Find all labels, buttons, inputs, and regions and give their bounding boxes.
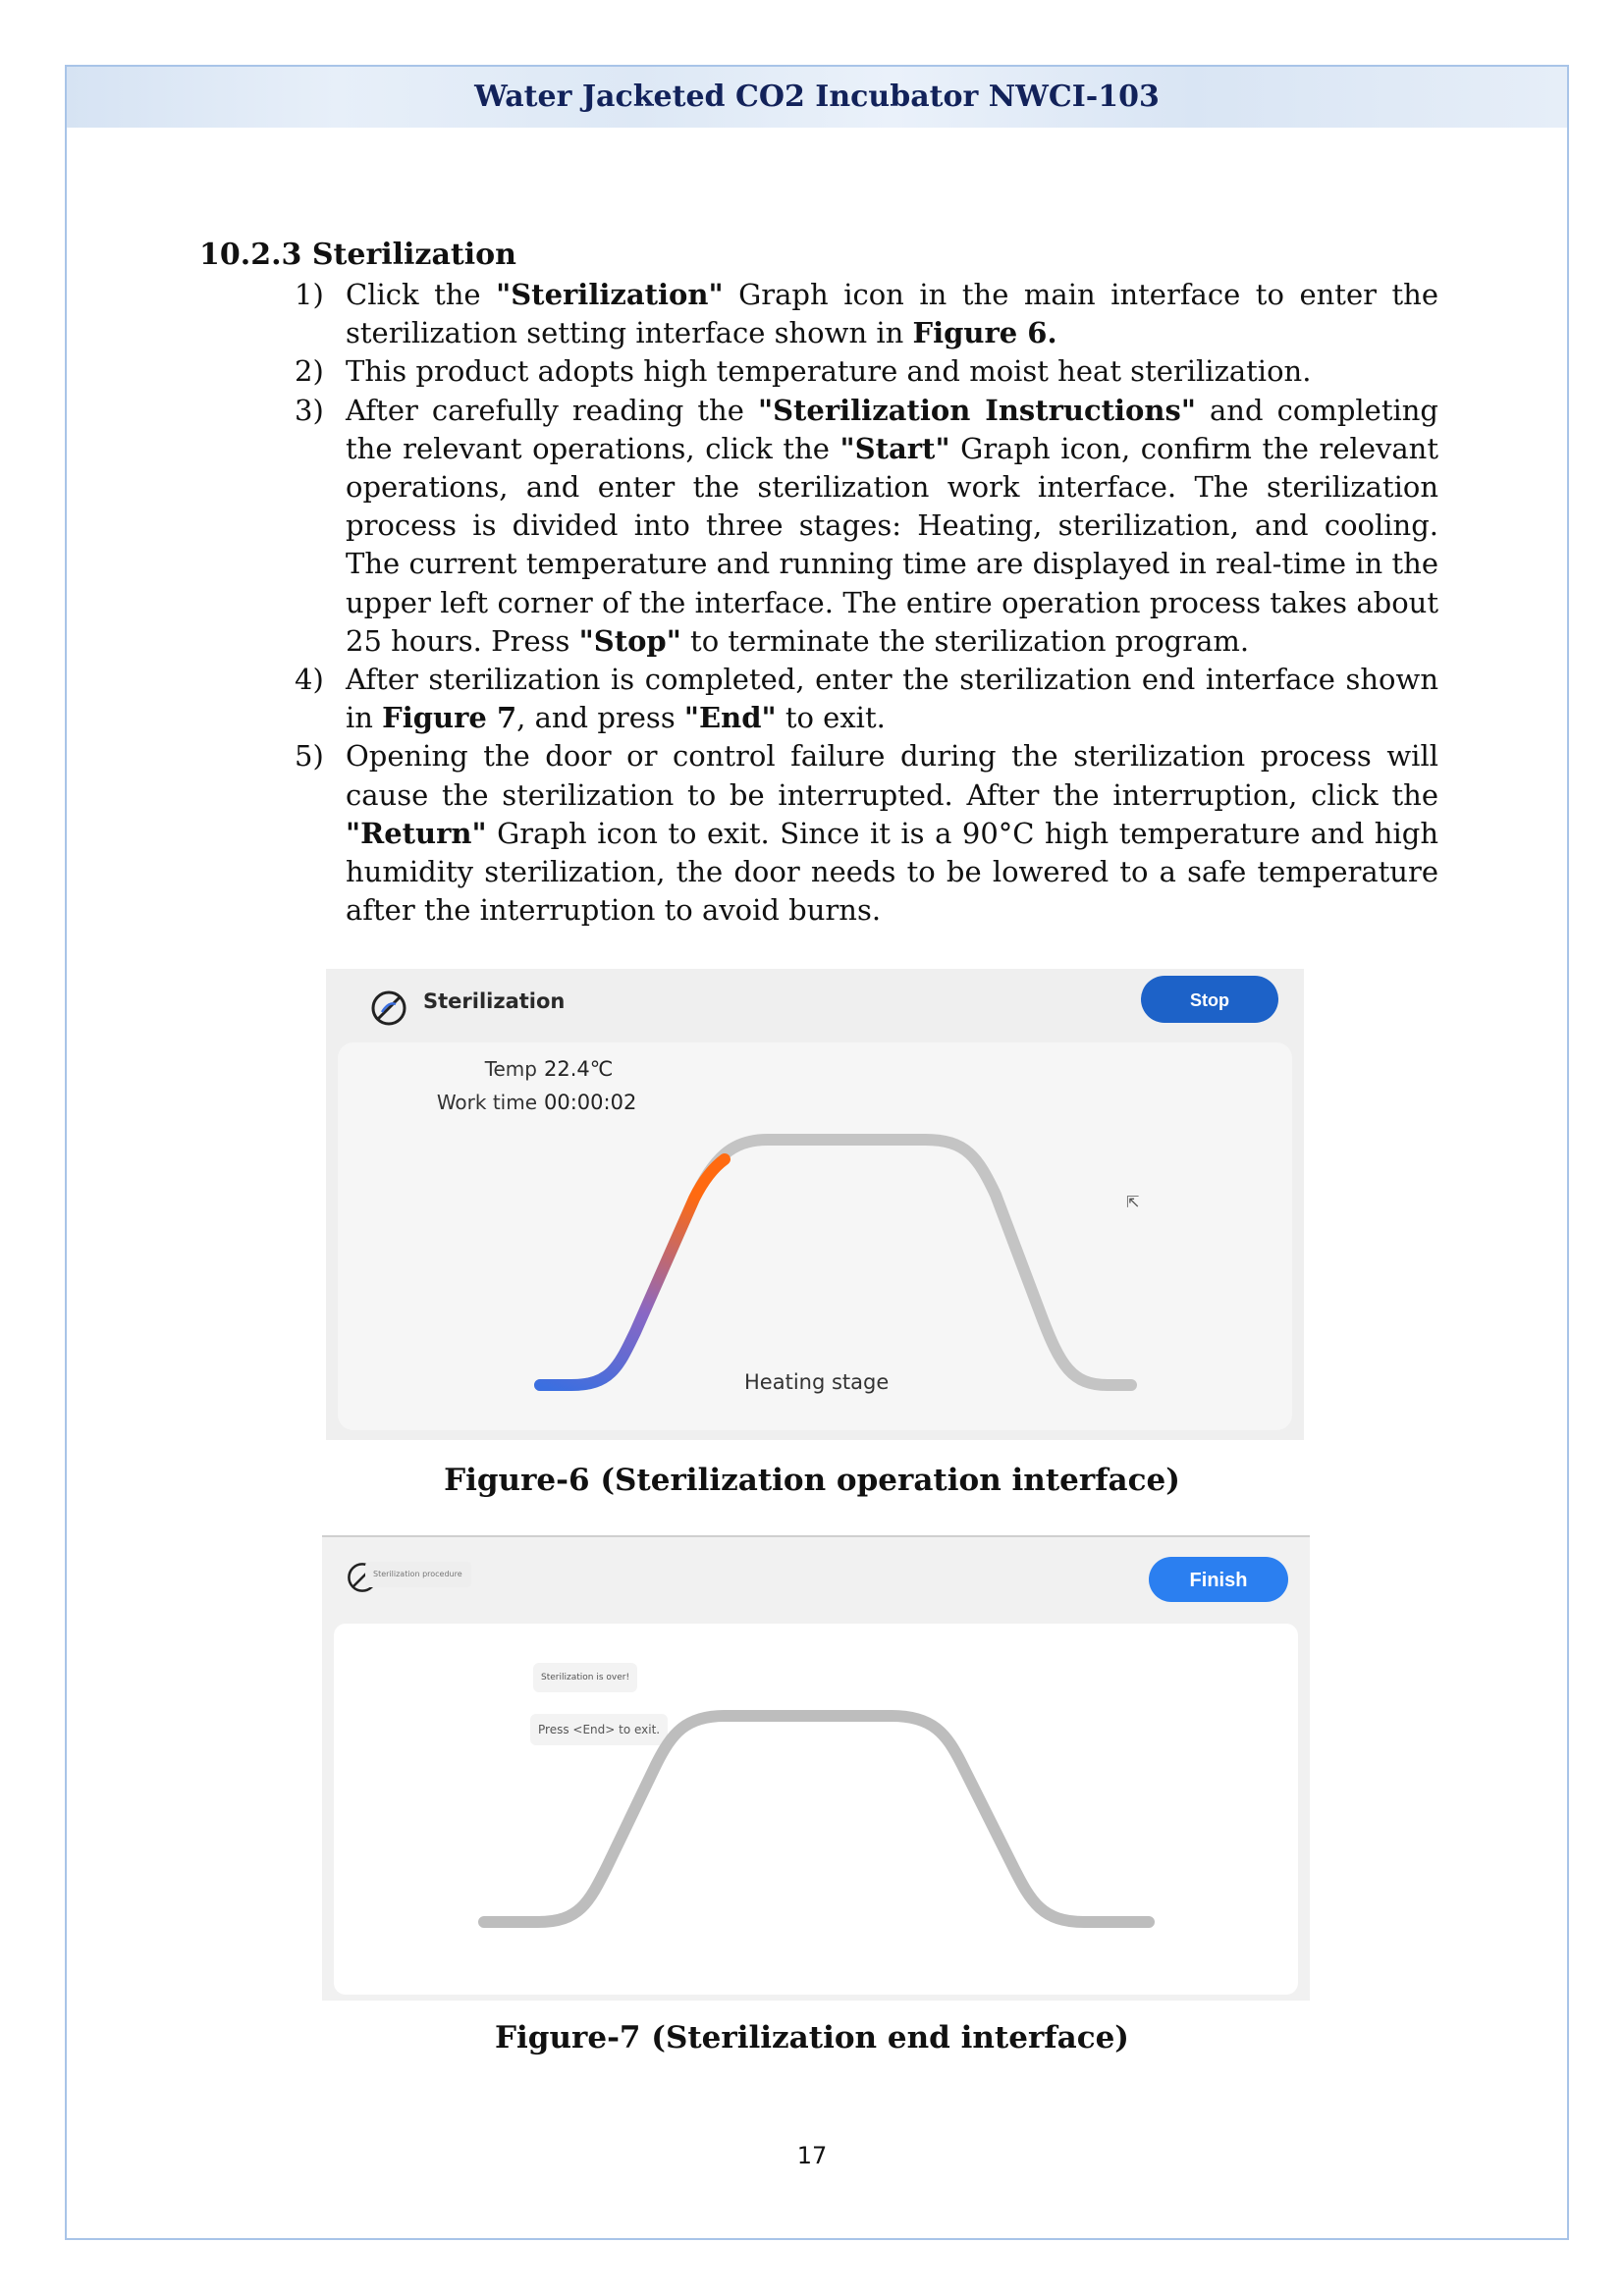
step-number: 2) xyxy=(295,354,324,389)
sterilization-curve xyxy=(326,969,1304,1440)
step-text: After sterilization is completed, enter the sterilization end interface shown in xyxy=(346,663,1438,735)
header-title: Water Jacketed CO2 Incubator NWCI-103 xyxy=(474,80,1160,114)
message-exit: Press <End> to exit. xyxy=(530,1714,668,1745)
step-item xyxy=(295,276,1438,352)
step-text: This product adopts high temperature and moist heat sterilization. xyxy=(346,354,1312,389)
step-emphasis: "Sterilization" xyxy=(496,278,724,311)
figure-6-caption: Figure-6 (Sterilization operation interface) xyxy=(444,1463,1180,1498)
step-emphasis: "Return" xyxy=(346,816,487,850)
step-text: Click the xyxy=(346,278,497,311)
step-emphasis: Figure 7 xyxy=(382,701,517,735)
temp-value: 22.4℃ xyxy=(544,1057,614,1081)
temp-label: Temp xyxy=(484,1057,537,1081)
steps-list xyxy=(295,276,1438,930)
step-emphasis: "Stop" xyxy=(578,623,681,658)
stage-curve-track xyxy=(484,1716,1149,1922)
step-text: to exit. xyxy=(776,701,886,735)
step-item xyxy=(295,737,1438,930)
step-item xyxy=(295,352,1438,391)
step-text: After carefully reading the xyxy=(346,393,758,427)
cursor-icon: ⇱ xyxy=(1126,1193,1140,1211)
step-item xyxy=(295,661,1438,737)
page-number: 17 xyxy=(796,2142,828,2169)
finish-button[interactable]: Finish xyxy=(1149,1557,1288,1602)
step-text: and completing the relevant operations, click the xyxy=(346,393,1438,465)
figure-7-caption: Figure-7 (Sterilization end interface) xyxy=(495,2020,1129,2056)
step-emphasis: "End" xyxy=(683,701,777,735)
step-text: , and press xyxy=(516,701,684,735)
step-number: 4) xyxy=(295,663,324,697)
step-emphasis: "Sterilization Instructions" xyxy=(757,393,1196,427)
worktime-value: 00:00:02 xyxy=(544,1091,637,1114)
worktime-label: Work time xyxy=(436,1091,537,1114)
step-text: Graph icon in the main interface to enter the sterilization setting interface shown in xyxy=(346,278,1438,350)
step-text: to terminate the sterilization program. xyxy=(680,623,1250,658)
section-heading: 10.2.3 Sterilization xyxy=(199,238,516,272)
figure-6-screenshot xyxy=(326,969,1304,1440)
step-text: Graph icon, confirm the relevant operations, and enter the sterilization work interface. The sterilization process is divided into three stages: Heating, sterilization, and cooling. The current temperature and running time are displayed in real-time in the upper left corner of the interface. The entire operation process takes about 25 hours. Press xyxy=(346,431,1438,658)
step-number: 5) xyxy=(295,739,324,774)
step-item xyxy=(295,392,1438,661)
stop-button[interactable]: Stop xyxy=(1141,976,1278,1023)
stage-label: Heating stage xyxy=(744,1370,890,1394)
message-over: Sterilization is over! xyxy=(533,1663,637,1692)
step-text: Opening the door or control failure during the sterilization process will cause the sterilization to be interrupted. After the interruption, click the xyxy=(346,739,1438,812)
step-text: Graph icon to exit. Since it is a 90°C high temperature and high humidity sterilization, the door needs to be lowered to a safe temperature after the interruption to avoid burns. xyxy=(346,816,1438,928)
screen-subtitle: Sterilization procedure xyxy=(365,1562,471,1587)
stage-progress xyxy=(540,1159,725,1385)
step-number: 3) xyxy=(295,393,324,427)
figure-7-screenshot xyxy=(322,1535,1310,2001)
step-number: 1) xyxy=(295,278,324,311)
screen-title: Sterilization xyxy=(423,989,566,1013)
sterilization-curve xyxy=(322,1537,1310,2001)
step-emphasis: Figure 6. xyxy=(912,316,1057,350)
step-emphasis: "Start" xyxy=(839,431,950,465)
